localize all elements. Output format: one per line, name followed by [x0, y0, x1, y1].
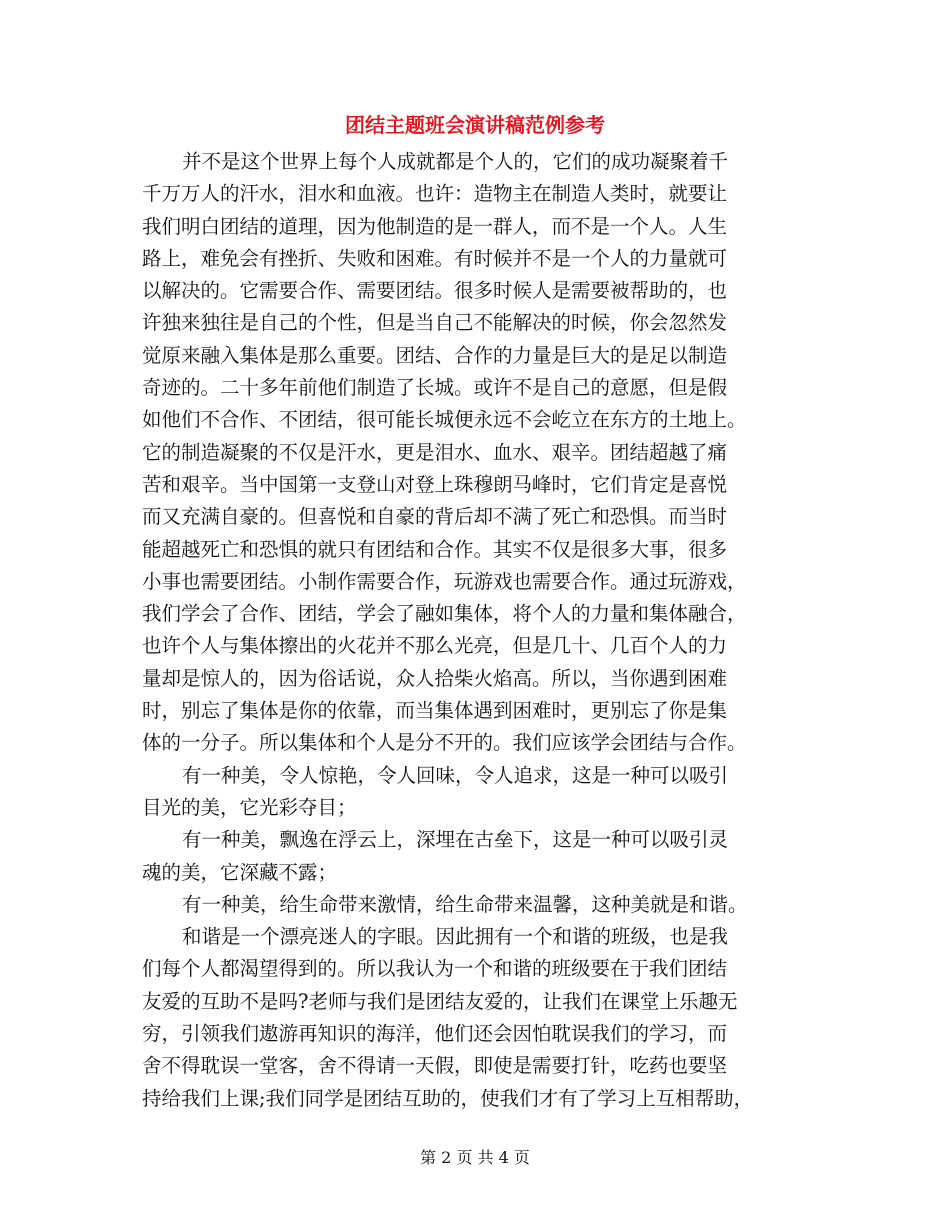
text-line: 千万万人的汗水，泪水和血液。也许：造物主在制造人类时，就要让 — [142, 182, 728, 206]
text-line: 并不是这个世界上每个人成就都是个人的，它们的成功凝聚着千 — [182, 150, 729, 173]
text-line: 我们明白团结的道理，因为他制造的是一群人，而不是一个人。人生 — [142, 214, 728, 238]
text-line: 苦和艰辛。当中国第一支登山对登上珠穆朗马峰时，它们肯定是喜悦 — [142, 472, 728, 496]
text-line: 而又充满自豪的。但喜悦和自豪的背后却不满了死亡和恐惧。而当时 — [142, 505, 728, 529]
text-line: 友爱的互助不是吗?老师与我们是团结友爱的，让我们在课堂上乐趣无 — [142, 989, 738, 1013]
text-line: 体的一分子。所以集体和个人是分不开的。我们应该学会团结与合作。 — [142, 731, 747, 755]
text-line: 有一种美，给生命带来激情，给生命带来温馨，这种美就是和谐。 — [182, 892, 748, 916]
text-line: 穷，引领我们遨游再知识的海洋，他们还会因怕耽误我们的学习，而 — [142, 1022, 728, 1046]
text-line: 有一种美，令人惊艳，令人回味，令人追求，这是一种可以吸引 — [182, 763, 729, 787]
text-line: 持给我们上课;我们同学是团结互助的，使我们才有了学习上互相帮助， — [142, 1086, 754, 1110]
text-line: 和谐是一个漂亮迷人的字眼。因此拥有一个和谐的班级，也是我 — [182, 925, 729, 949]
text-line: 以解决的。它需要合作、需要团结。很多时候人是需要被帮助的，也 — [142, 279, 728, 303]
text-line: 如他们不合作、不团结，很可能长城便永远不会屹立在东方的土地上。 — [142, 408, 747, 432]
text-line: 魂的美，它深藏不露； — [142, 860, 338, 884]
text-line: 有一种美，飘逸在浮云上，深埋在古垒下，这是一种可以吸引灵 — [182, 828, 729, 852]
text-line: 奇迹的。二十多年前他们制造了长城。或许不是自己的意愿，但是假 — [142, 376, 728, 400]
document-body — [142, 146, 810, 1115]
text-line: 它的制造凝聚的不仅是汗水，更是泪水、血水、艰辛。团结超越了痛 — [142, 440, 728, 464]
text-line: 目光的美，它光彩夺目； — [142, 795, 357, 819]
text-line: 量却是惊人的，因为俗话说，众人拾柴火焰高。所以，当你遇到困难 — [142, 666, 728, 690]
text-line: 我们学会了合作、团结，学会了融如集体，将个人的力量和集体融合， — [142, 602, 747, 626]
text-line: 也许个人与集体擦出的火花并不那么光亮，但是几十、几百个人的力 — [142, 634, 728, 658]
document-title: 团结主题班会演讲稿范例参考 — [345, 113, 605, 137]
text-line: 小事也需要团结。小制作需要合作，玩游戏也需要合作。通过玩游戏， — [142, 569, 747, 593]
text-line: 许独来独往是自己的个性，但是当自己不能解决的时候，你会忽然发 — [142, 311, 728, 335]
text-line: 舍不得耽误一堂客，舍不得请一天假，即使是需要打针，吃药也要坚 — [142, 1054, 728, 1078]
text-line: 能超越死亡和恐惧的就只有团结和合作。其实不仅是很多大事，很多 — [142, 537, 728, 561]
text-line: 路上，难免会有挫折、失败和困难。有时候并不是一个人的力量就可 — [142, 246, 728, 270]
text-line: 们每个人都渴望得到的。所以我认为一个和谐的班级要在于我们团结 — [142, 957, 728, 981]
text-line: 时，别忘了集体是你的依靠，而当集体遇到困难时，更别忘了你是集 — [142, 699, 728, 723]
text-line: 觉原来融入集体是那么重要。团结、合作的力量是巨大的是足以制造 — [142, 343, 728, 367]
page-footer: 第 2 页 共 4 页 — [420, 1148, 530, 1167]
